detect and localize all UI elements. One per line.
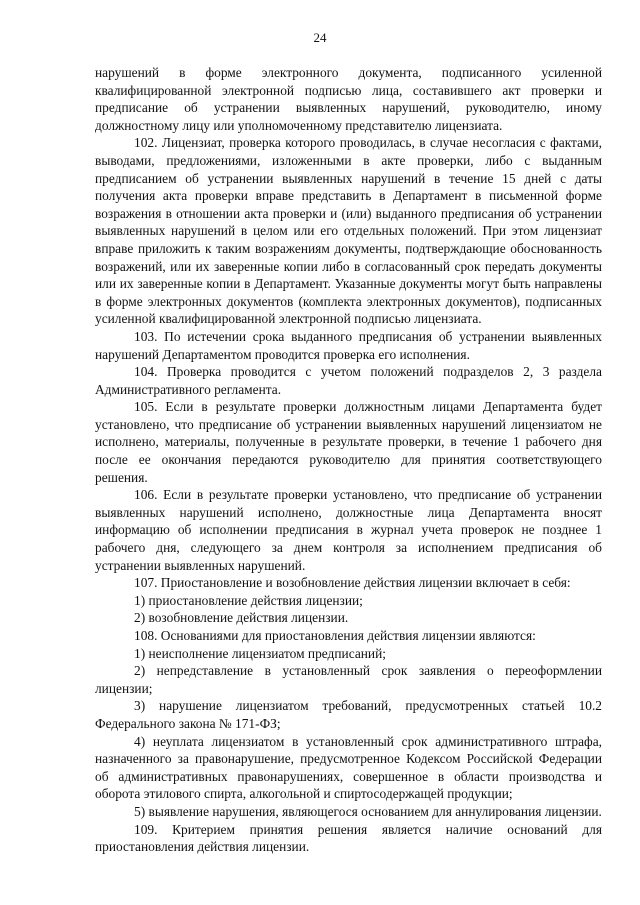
paragraph-104: 104. Проверка проводится с учетом положений подразделов 2, 3 раздела Административного регламента. (95, 364, 602, 397)
list-item-108-4: 4) неуплата лицензиатом в установленный срок административного штрафа, назначенного за правонарушение, предусмотренное Кодексом Российской Федерации об административных правонарушениях, совершенное в области производства и оборота этилового спирта, алкогольной и спиртосодержащей продукции; (95, 733, 602, 802)
document-body (95, 64, 602, 856)
paragraph-106: 106. Если в результате проверки установлено, что предписание об устранении выявленных нарушений исполнено, должностные лица Департамента вносят информацию об исполнении предписания в журнал учета проверок не позднее 1 рабочего дня, следующего за днем контроля за исполнением предписания об устранении выявленных нарушений. (95, 487, 602, 573)
paragraph-103: 103. По истечении срока выданного предписания об устранении выявленных нарушений Департаментом проводится проверка его исполнения. (95, 328, 602, 362)
list-item-108-3: 3) нарушение лицензиатом требований, предусмотренных статьей 10.2 Федерального закона № 171-ФЗ; (95, 698, 602, 731)
paragraph-109: 109. Критерием принятия решения является наличие оснований для приостановления действия лицензии. (95, 821, 602, 855)
list-item-108-5: 5) выявление нарушения, являющегося основанием для аннулирования лицензии. (134, 803, 602, 819)
paragraph-108: 108. Основаниями для приостановления действия лицензии являются: (134, 628, 536, 643)
list-item-108-2: 2) непредставление в установленный срок заявления о переоформлении лицензии; (95, 663, 602, 696)
list-item-107-1: 1) приостановление действия лицензии; (134, 592, 363, 608)
paragraph-105: 105. Если в результате проверки должностным лицами Департамента будет установлено, что предписание об устранении выявленных нарушений лицензиатом не исполнено, материалы, полученные в результате проверки, в течение 1 рабочего дня после ее окончания передаются руководителю для принятия соответствующего решения. (95, 399, 602, 485)
list-item-107-2: 2) возобновление действия лицензии. (134, 610, 349, 626)
paragraph-continuation: нарушений в форме электронного документа, подписанного усиленной квалифицированной электронной подписью лица, составившего акт проверки и предписание об устранении выявленных нарушений, руководителю, иному должностному лицу или уполномоченному представителю лицензиата. (95, 65, 602, 133)
list-item-108-1: 1) неисполнение лицензиатом предписаний; (134, 645, 386, 661)
paragraph-102: 102. Лицензиат, проверка которого проводилась, в случае несогласия с фактами, выводами, предложениями, изложенными в акте проверки, либо с выданным предписанием об устранении выявленных нарушений в течение 15 дней с даты получения акта проверки вправе представить в Департамент в письменной форме возражения в отношении акта проверки и (или) выданного предписания об устранении выявленных нарушений в целом или его отдельных положений. При этом лицензиат вправе приложить к таким возражениям документы, подтверждающие обоснованность возражений, или их заверенные копии либо в согласованный срок передать документы или их заверенные копии в Департамент. Указанные документы могут быть направлены в форме электронных документов (комплекта электронных документов), подписанных усиленной квалифицированной электронной подписью лицензиата. (95, 135, 602, 327)
page-number: 24 (313, 30, 327, 45)
paragraph-107: 107. Приостановление и возобновление действия лицензии включает в себя: (134, 575, 571, 591)
